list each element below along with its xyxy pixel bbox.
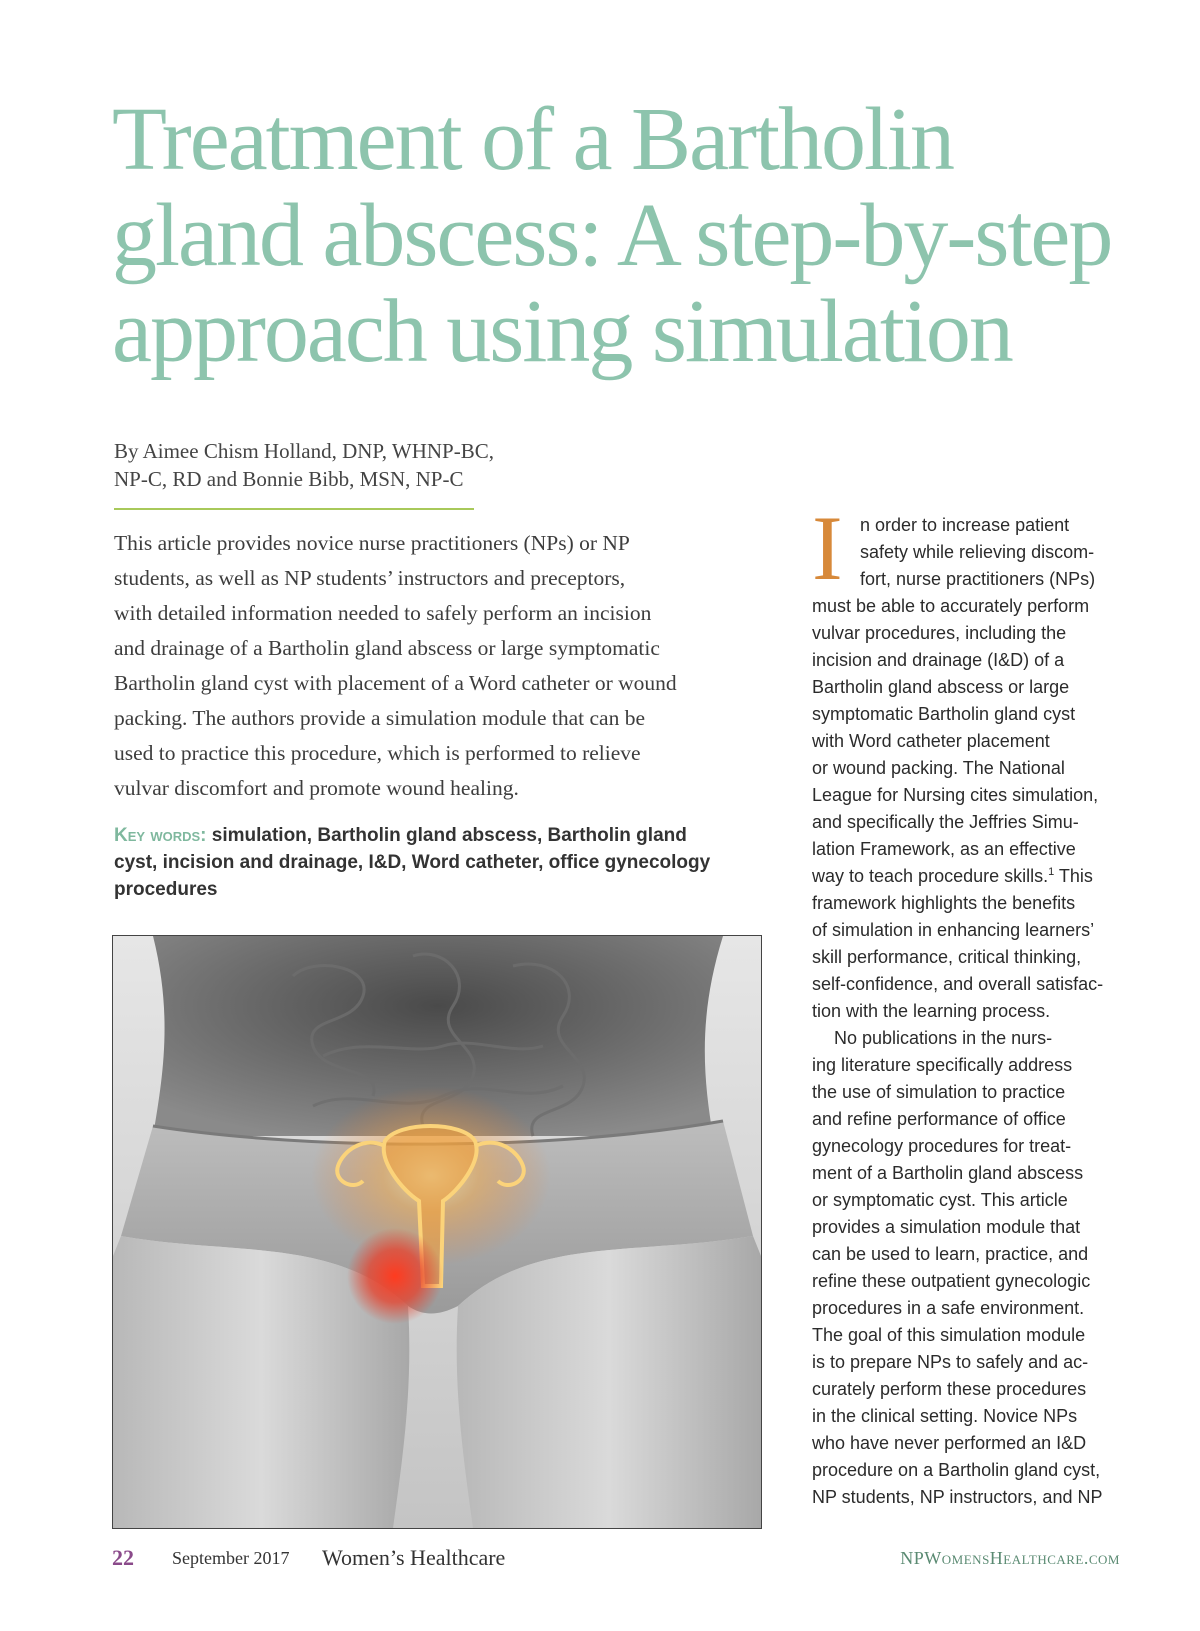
body-line: tion with the learning process. bbox=[812, 1001, 1051, 1021]
byline-line: By Aimee Chism Holland, DNP, WHNP-BC, bbox=[114, 439, 494, 463]
body-line: and refine performance of office bbox=[812, 1109, 1066, 1129]
body-line: skill performance, critical thinking, bbox=[812, 947, 1082, 967]
body-line: or symptomatic cyst. This article bbox=[812, 1190, 1068, 1210]
body-line: can be used to learn, practice, and bbox=[812, 1244, 1089, 1264]
abstract-line: and drainage of a Bartholin gland abscess or large symptomatic bbox=[114, 636, 660, 660]
body-line: League for Nursing cites simulation, bbox=[812, 785, 1099, 805]
page-number: 22 bbox=[112, 1545, 134, 1570]
body-line: procedure on a Bartholin gland cyst, bbox=[812, 1460, 1101, 1480]
abscess-highlight bbox=[347, 1228, 443, 1324]
body-line: curately perform these procedures bbox=[812, 1379, 1087, 1399]
body-line: of simulation in enhancing learners’ bbox=[812, 920, 1095, 940]
abstract-line: with detailed information needed to safely perform an incision bbox=[114, 601, 652, 625]
body-line: self-confidence, and overall satisfac- bbox=[812, 974, 1104, 994]
body-line: No publications in the nurs- bbox=[834, 1028, 1053, 1048]
journal-name: Women’s Healthcare bbox=[322, 1545, 506, 1570]
body-column bbox=[812, 512, 1122, 1511]
body-text: way to teach procedure skills. bbox=[812, 866, 1049, 886]
footnote-ref[interactable]: 1 bbox=[1048, 866, 1055, 878]
body-line bbox=[812, 863, 1122, 890]
abstract-line: used to practice this procedure, which is performed to relieve bbox=[114, 741, 641, 765]
body-line: and specifically the Jeffries Simu- bbox=[812, 812, 1079, 832]
body-line: fort, nurse practitioners (NPs) bbox=[860, 569, 1096, 589]
keywords bbox=[114, 822, 764, 903]
body-line: safety while relieving discom- bbox=[860, 542, 1095, 562]
abstract-line: Bartholin gland cyst with placement of a Word catheter or wound bbox=[114, 671, 677, 695]
title-line: approach using simulation bbox=[112, 282, 1012, 381]
right-leg bbox=[457, 1236, 761, 1528]
abstract-line: vulvar discomfort and promote wound healing. bbox=[114, 776, 519, 800]
body-line: with Word catheter placement bbox=[812, 731, 1050, 751]
title-line: gland abscess: A step-by-step bbox=[112, 186, 1112, 285]
abstract-line: This article provides novice nurse practitioners (NPs) or NP bbox=[114, 531, 630, 555]
body-line: framework highlights the benefits bbox=[812, 893, 1076, 913]
byline bbox=[114, 437, 634, 493]
body-line: incision and drainage (I&D) of a bbox=[812, 650, 1065, 670]
abstract-line: students, as well as NP students’ instructors and preceptors, bbox=[114, 566, 626, 590]
divider bbox=[114, 508, 474, 510]
title-line: Treatment of a Bartholin bbox=[112, 90, 954, 189]
body-line: symptomatic Bartholin gland cyst bbox=[812, 704, 1076, 724]
body-line: Bartholin gland abscess or large bbox=[812, 677, 1070, 697]
body-text: This bbox=[1054, 866, 1093, 886]
body-line: or wound packing. The National bbox=[812, 758, 1065, 778]
abstract-line: packing. The authors provide a simulation module that can be bbox=[114, 706, 645, 730]
body-line: The goal of this simulation module bbox=[812, 1325, 1086, 1345]
article-title bbox=[112, 92, 1152, 380]
page-footer bbox=[112, 1545, 1120, 1575]
website-link[interactable]: NPWomensHealthcare.com bbox=[900, 1548, 1120, 1568]
keywords-line: procedures bbox=[114, 879, 218, 900]
keywords-label: Key words: bbox=[114, 825, 207, 846]
body-line: ment of a Bartholin gland abscess bbox=[812, 1163, 1084, 1183]
body-line: provides a simulation module that bbox=[812, 1217, 1081, 1237]
body-line: lation Framework, as an effective bbox=[812, 839, 1076, 859]
body-line: n order to increase patient bbox=[860, 515, 1070, 535]
body-line: the use of simulation to practice bbox=[812, 1082, 1066, 1102]
abstract bbox=[114, 526, 764, 806]
anatomy-illustration bbox=[112, 935, 762, 1529]
body-line: NP students, NP instructors, and NP bbox=[812, 1487, 1103, 1507]
body-line: must be able to accurately perform bbox=[812, 596, 1090, 616]
body-line: is to prepare NPs to safely and ac- bbox=[812, 1352, 1089, 1372]
body-line: in the clinical setting. Novice NPs bbox=[812, 1406, 1078, 1426]
body-line: vulvar procedures, including the bbox=[812, 623, 1067, 643]
keywords-line: cyst, incision and drainage, I&D, Word catheter, office gynecology bbox=[114, 852, 711, 873]
body-line: who have never performed an I&D bbox=[812, 1433, 1087, 1453]
drop-cap: I bbox=[812, 497, 843, 599]
body-line: refine these outpatient gynecologic bbox=[812, 1271, 1091, 1291]
body-line: ing literature specifically address bbox=[812, 1055, 1073, 1075]
keywords-line: simulation, Bartholin gland abscess, Bartholin gland bbox=[206, 825, 687, 846]
body-line: procedures in a safe environment. bbox=[812, 1298, 1085, 1318]
issue-date: September 2017 bbox=[172, 1548, 290, 1568]
body-line: gynecology procedures for treat- bbox=[812, 1136, 1072, 1156]
byline-line: NP-C, RD and Bonnie Bibb, MSN, NP-C bbox=[114, 467, 464, 491]
